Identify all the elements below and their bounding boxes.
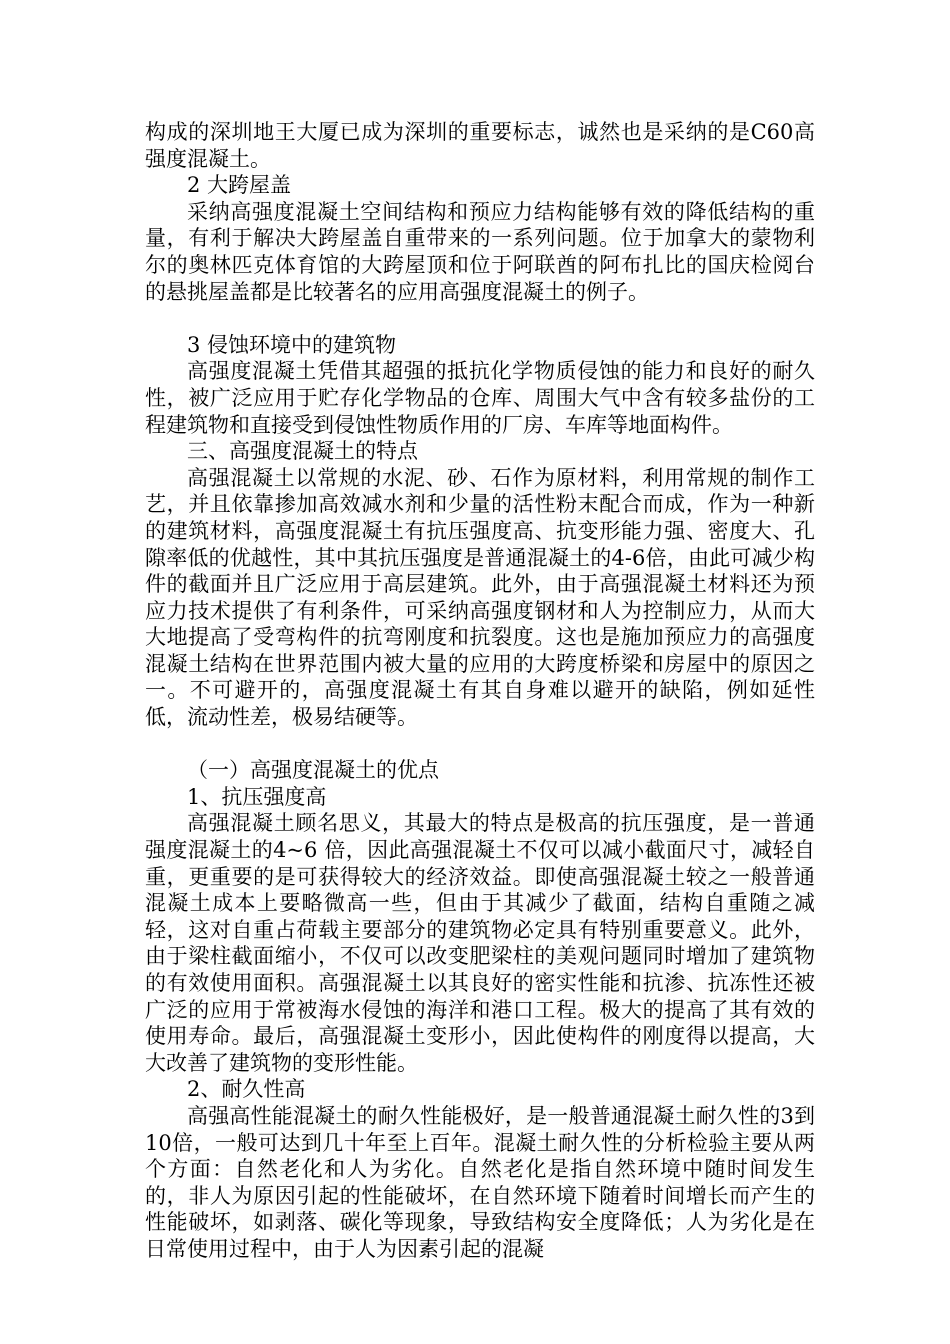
document-body (145, 119, 815, 1263)
heading-long-span-roof: 2 大跨屋盖 (187, 173, 292, 198)
heading-corrosive-environment: 3 侵蚀环境中的建筑物 (187, 332, 397, 357)
paragraph-section-characteristics: 高强混凝土以常规的水泥、砂、石作为原材料，利用常规的制作工艺，并且依靠掺加高效减水剂和少量的活性粉末配合而成，作为一种新的建筑材料，高强度混凝土有抗压强度高、抗变形能力强、密度大、孔隙率低的优越性，其中其抗压强度是普通混凝土的4-6倍，由此可减少构件的截面并且广泛应用于高层建筑。此外，由于高强混凝土材料还为预应力技术提供了有利条件，可采纳高强度钢材和人为控制应力，从而大大地提高了受弯构件的抗弯刚度和抗裂度。这也是施加预应力的高强度混凝土结构在世界范围内被大量的应用的大跨度桥梁和房屋中的原因之一。不可避开的，高强度混凝土有其自身难以避开的缺陷，例如延性低，流动性差，极易结硬等。 (145, 465, 815, 730)
paragraph-gap (145, 731, 815, 758)
paragraph-gap (145, 305, 815, 332)
heading-compressive-strength: 1、抗压强度高 (187, 784, 327, 809)
paragraph-long-span-roof: 采纳高强度混凝土空间结构和预应力结构能够有效的降低结构的重量，有利于解决大跨屋盖自重带来的一系列问题。位于加拿大的蒙物利尔的奥林匹克体育馆的大跨屋顶和位于阿联酋的阿布扎比的国庆检阅台的悬挑屋盖都是比较著名的应用高强度混凝土的例子。 (145, 199, 815, 304)
paragraph-corrosive-environment: 高强度混凝土凭借其超强的抵抗化学物质侵蚀的能力和良好的耐久性，被广泛应用于贮存化学物品的仓库、周围大气中含有较多盐份的工程建筑物和直接受到侵蚀性物质作用的厂房、车库等地面构件。 (145, 359, 815, 437)
paragraph-continued: 构成的深圳地王大厦已成为深圳的重要标志，诚然也是采纳的是C60高强度混凝土。 (145, 120, 815, 171)
heading-section-characteristics: 三、高强度混凝土的特点 (187, 439, 418, 464)
heading-advantages: （一）高强度混凝土的优点 (187, 758, 439, 783)
paragraph-durability: 高强高性能混凝土的耐久性能极好，是一般普通混凝土耐久性的3到10倍，一般可达到几十年至上百年。混凝土耐久性的分析检验主要从两个方面：自然老化和人为劣化。自然老化是指自然环境中随时间发生的，非人为原因引起的性能破坏，在自然环境下随着时间增长而产生的性能破坏，如剥落、碳化等现象，导致结构安全度降低；人为劣化是在日常使用过程中，由于人为因素引起的混凝 (145, 1103, 815, 1261)
paragraph-compressive-strength: 高强混凝土顾名思义，其最大的特点是极高的抗压强度，是一普通强度混凝土的4~6 倍，因此高强混凝土不仅可以减小截面尺寸，减轻自重，更重要的是可获得较大的经济效益。即使高强混凝土较之一般普通混凝土成本上要略微高一些，但由于其减少了截面，结构自重随之减轻，这对自重占荷载主要部分的建筑物必定具有特别重要意义。此外，由于梁柱截面缩小，不仅可以改变肥梁柱的美观问题同时增加了建筑物的有效使用面积。高强混凝土以其良好的密实性能和抗渗、抗冻性还被广泛的应用于常被海水侵蚀的海洋和港口工程。极大的提高了其有效的使用寿命。最后，高强混凝土变形小，因此使构件的刚度得以提高，大大改善了建筑物的变形性能。 (145, 811, 815, 1075)
heading-durability: 2、耐久性高 (187, 1077, 306, 1102)
